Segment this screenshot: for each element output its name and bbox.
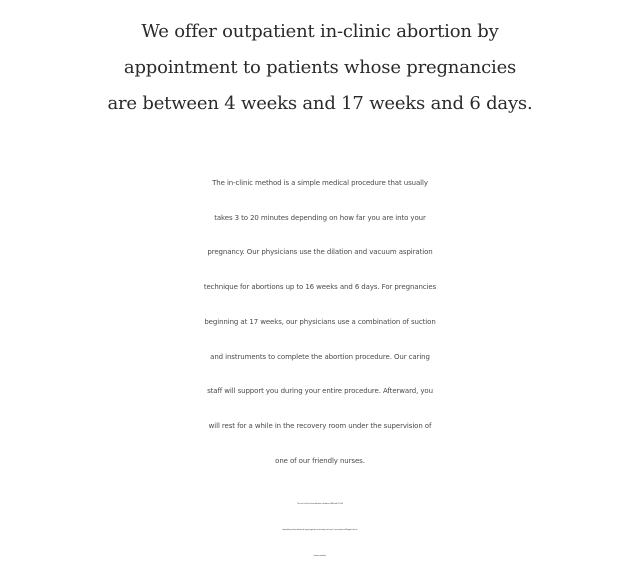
- headline-line: are between 4 weeks and 17 weeks and 6 days.: [107, 93, 533, 114]
- description-line: one of our friendly nurses.: [275, 456, 365, 465]
- headline-line: We offer outpatient in-clinic abortion by: [141, 21, 499, 42]
- description-line: and instruments to complete the abortion procedure. Our caring: [210, 352, 430, 361]
- description-line: will rest for a while in the recovery room under the supervision of: [208, 421, 432, 430]
- description-line: technique for abortions up to 16 weeks and 6 days. For pregnancies: [203, 283, 437, 292]
- cost-note-line: The cost of an in-clinic abortion is between $450 and $1,200: [297, 504, 343, 505]
- headline: [0, 14, 640, 122]
- description-line: staff will support you during your entire procedure. Afterward, you: [207, 387, 433, 396]
- description-line: The in-clinic method is a simple medical procedure that usually: [212, 179, 428, 187]
- description-line: pregnancy. Our physicians use the dilation and vacuum aspiration: [207, 248, 433, 257]
- cost-note-line: choose sedation.: [313, 556, 327, 557]
- cost-note: [0, 492, 640, 570]
- headline-line: appointment to patients whose pregnancies: [123, 57, 517, 78]
- description-line: beginning at 17 weeks, our physicians use a combination of suction: [204, 317, 436, 326]
- description-line: takes 3 to 20 minutes depending on how far you are into your: [214, 213, 426, 222]
- procedure-description: [0, 166, 640, 478]
- cost-note-line: depending on how advanced your pregnancy is and may cost more if you require a Rhogam shot or: [282, 530, 358, 531]
